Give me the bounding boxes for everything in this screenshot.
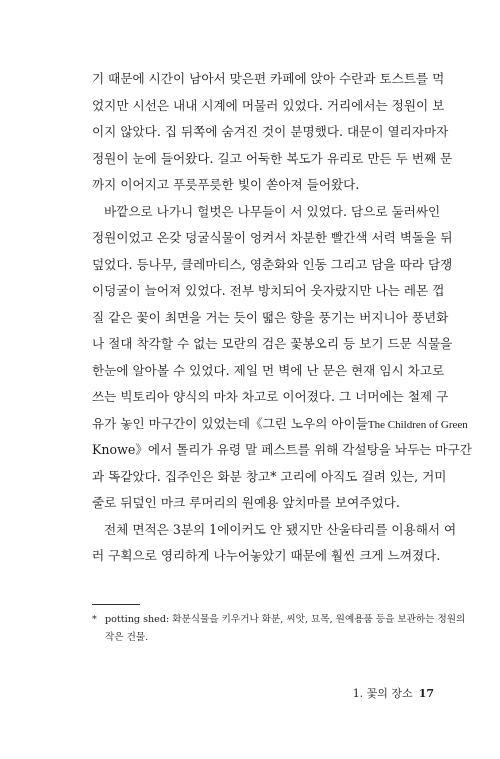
footnote-line: 작은 건물. [105,632,149,643]
body-line-text: 유가 놓인 마구간이 있었는데《그린 노우의 아이들 [92,415,368,431]
body-line: 이덩굴이 늘어져 있었다. 전부 방치되어 웃자랐지만 나는 레몬 껍 [92,283,445,298]
footnote-mark: * [92,614,97,625]
body-line: 한눈에 알아볼 수 있었다. 제일 먼 벽에 난 문은 현재 임시 차고로 [92,362,445,378]
body-line-with-title [92,409,468,439]
body-line: 러 구획으로 영리하게 나누어놓았기 때문에 훨씬 크게 느껴졌다. [92,548,441,563]
body-line: 이지 않았다. 집 뒤쪽에 숨겨진 것이 분명했다. 대문이 열리자마자 [92,124,449,139]
footnote-divider [92,604,140,605]
body-line: 쓰는 빅토리아 양식의 마차 차고로 이어졌다. 그 너머에는 철제 구 [92,389,449,404]
body-line: 질 같은 꽃이 최면을 거는 듯이 뗣은 향을 풍기는 버지니아 풍년화 [92,309,449,325]
body-line: 나 절대 착각할 수 없는 모란의 검은 꽃봉오리 등 보기 드문 식물을 [92,336,453,351]
footnote-line [92,612,466,628]
body-line: 기 때문에 시간이 남아서 맞은편 카페에 앉아 수란과 토스트를 먹 [92,71,445,86]
footnote-text: potting shed: 화분식물을 키우거나 화분, 씨앗, 묘목, 원예용품 등을 보관하는 정원의 [105,614,466,625]
body-line: 까지 이어지고 푸릇푸릇한 빛이 쏟아져 들어왔다. [92,177,360,192]
body-line: 바깥으로 나가니 헐벗은 나무들이 서 있었다. 담으로 둘러싸인 [104,203,441,219]
page-number: 17 [418,687,434,700]
body-line: 었지만 시선은 내내 시계에 머물러 있었다. 거리에서는 정원이 보 [92,97,445,113]
body-line: 정원이 눈에 들어왔다. 길고 어둑한 복도가 유리로 만든 두 번째 문 [92,150,453,166]
page-folio [300,686,434,702]
chapter-title: 1. 꽃의 장소 [352,687,413,700]
english-title: The Children of Green [367,418,468,431]
body-line: 전체 면적은 3분의 1에이커도 안 됐지만 산울타리를 이용해서 여 [104,521,457,537]
body-line: 줄로 뒤덮인 마크 루머리의 원예용 앞치마를 보여주었다. [92,495,400,510]
body-line: 덮었다. 등나무, 클레마티스, 영춘화와 인동 그리고 담을 따라 담쟁 [92,256,453,272]
body-line: Knowe》에서 톨리가 유령 말 페스트를 위해 각설탕을 놔두는 마구간 [92,442,472,457]
body-line: 과 똑같았다. 집주인은 화분 창고* 고리에 아직도 걸려 있는, 거미 [92,468,447,484]
body-line: 정원이었고 온갖 덩굴식물이 엉켜서 차분한 빨간색 서력 벽돌을 뒤 [92,230,453,245]
